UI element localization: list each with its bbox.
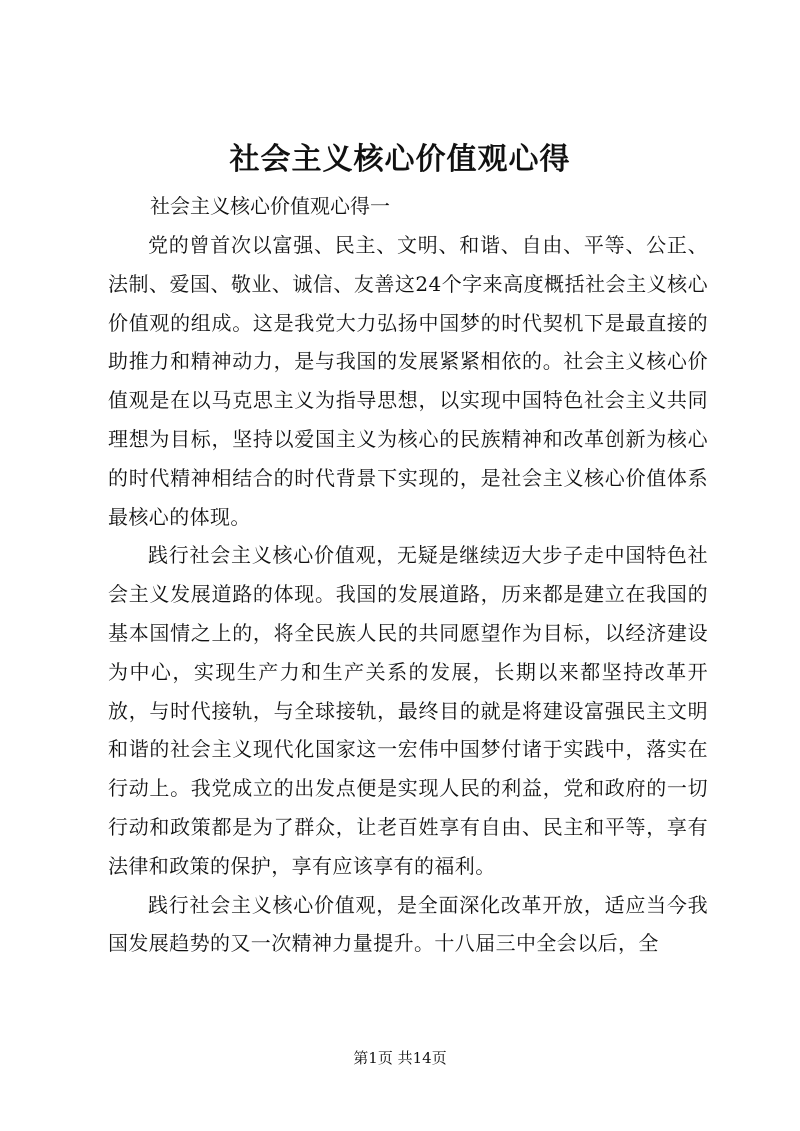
paragraph-1: 党的曾首次以富强、民主、文明、和谐、自由、平等、公正、法制、爱国、敬业、诚信、友善这24个字来高度概括社会主义核心价值观的组成。这是我党大力弘扬中国梦的时代契机下是最直接的助推力和精神动力，是与我国的发展紧紧相依的。社会主义核心价值观是在以马克思主义为指导思想，以实现中国特色社会主义共同理想为目标，坚持以爱国主义为核心的民族精神和改革创新为核心的时代精神相结合的时代背景下实现的，是社会主义核心价值体系最核心的体现。 xyxy=(108,233,708,529)
page-footer: 第1页 共14页 xyxy=(353,1049,447,1067)
body-text xyxy=(108,226,708,963)
paragraph-2: 践行社会主义核心价值观，无疑是继续迈大步子走中国特色社会主义发展道路的体现。我国的发展道路，历来都是建立在我国的基本国情之上的，将全民族人民的共同愿望作为目标，以经济建设为中心，实现生产力和生产关系的发展，长期以来都坚持改革开放，与时代接轨，与全球接轨，最终目的就是将建设富强民主文明和谐的社会主义现代化国家这一宏伟中国梦付诸于实践中，落实在行动上。我党成立的出发点便是实现人民的利益，党和政府的一切行动和政策都是为了群众，让老百姓享有自由、民主和平等，享有法律和政策的保护，享有应该享有的福利。 xyxy=(108,543,708,878)
paragraph-3: 践行社会主义核心价值观，是全面深化改革开放，适应当今我国发展趋势的又一次精神力量提升。十八届三中全会以后，全 xyxy=(108,892,708,956)
section-subtitle: 社会主义核心价值观心得一 xyxy=(150,194,390,218)
page-title: 社会主义核心价值观心得 xyxy=(229,142,571,177)
